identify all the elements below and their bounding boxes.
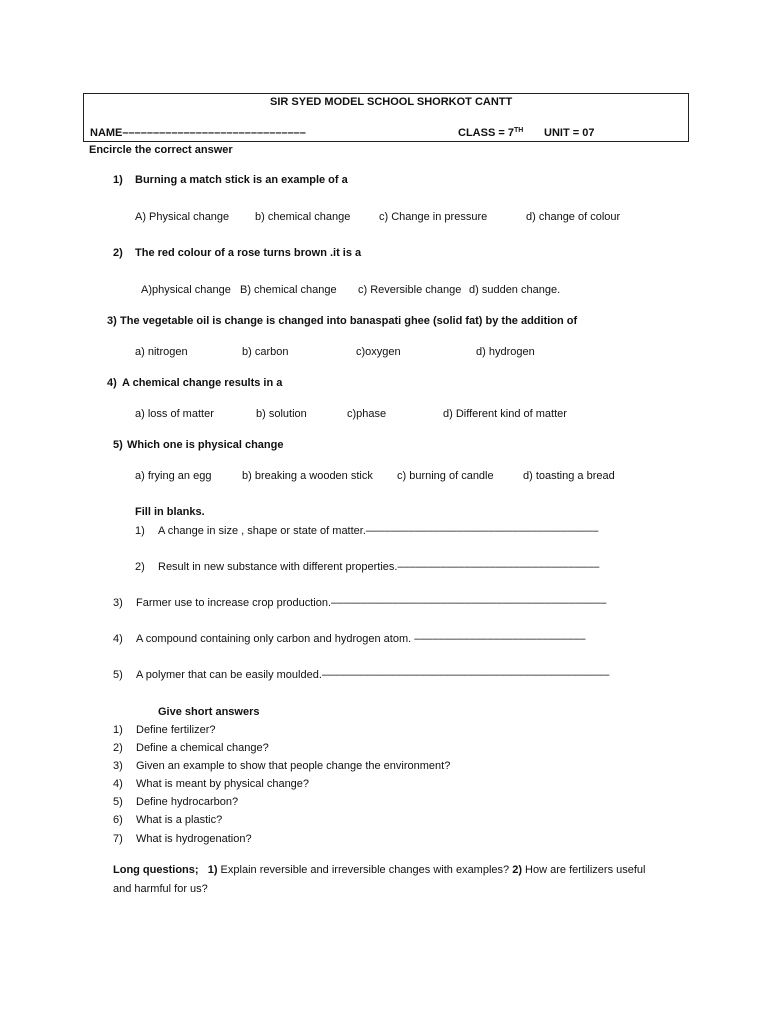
long-questions-label: Long questions; — [113, 864, 199, 876]
mcq-question-text: The red colour of a rose turns brown .it is a — [135, 247, 362, 259]
fill-blank-number: 2) — [135, 561, 145, 573]
mcq-option: c) Change in pressure — [379, 211, 488, 223]
name-field-label: NAME–––––––––––––––––––––––––––––– — [90, 127, 306, 139]
mcq-option: A) Physical change — [135, 211, 230, 223]
fill-blank-number: 5) — [113, 669, 123, 681]
mcq-question-text: The vegetable oil is change is changed into banaspati ghee (solid fat) by the addition of — [120, 315, 578, 327]
mcq-option: d) change of colour — [526, 211, 621, 223]
mcq-option: B) chemical change — [240, 284, 337, 296]
class-label: CLASS = 7TH — [458, 127, 524, 139]
mcq-option: c) burning of candle — [397, 470, 494, 482]
long-question-number: 2) — [512, 864, 522, 876]
mcq-option: d) sudden change. — [469, 284, 561, 296]
mcq-option: b) breaking a wooden stick — [242, 470, 373, 482]
unit-label: UNIT = 07 — [544, 127, 595, 139]
short-answer-text: Define hydrocarbon? — [136, 796, 239, 808]
short-answer-number: 5) — [113, 796, 123, 808]
mcq-question-text: A chemical change results in a — [122, 377, 283, 389]
mcq-option: b) chemical change — [255, 211, 351, 223]
short-answer-text: What is a plastic? — [136, 814, 223, 826]
fill-blank-number: 1) — [135, 525, 145, 537]
short-answer-number: 1) — [113, 724, 123, 736]
short-answer-text: Define a chemical change? — [136, 742, 269, 754]
mcq-option: c)oxygen — [356, 346, 401, 358]
mcq-question-text: Which one is physical change — [127, 439, 284, 451]
mcq-option: b) carbon — [242, 346, 289, 358]
mcq-instruction: Encircle the correct answer — [89, 144, 233, 156]
fill-blank-text: A change in size , shape or state of matter.–––––––––––––––––––––––––––––––––––––– — [158, 525, 599, 537]
mcq-option: a) frying an egg — [135, 470, 212, 482]
long-question-text: Explain reversible and irreversible changes with examples? — [217, 864, 510, 876]
mcq-option: a) loss of matter — [135, 408, 214, 420]
long-question-number: 1) — [207, 864, 218, 876]
mcq-option: d) toasting a bread — [523, 470, 615, 482]
mcq-option: c)phase — [347, 408, 387, 420]
mcq-question-number: 1) — [113, 174, 123, 186]
short-answer-text: What is meant by physical change? — [136, 778, 310, 790]
short-answer-number: 6) — [113, 814, 123, 826]
short-answer-number: 7) — [113, 833, 123, 845]
short-answer-number: 3) — [113, 760, 123, 772]
short-answer-number: 4) — [113, 778, 123, 790]
mcq-question-number: 5) — [113, 439, 123, 451]
mcq-question-text: Burning a match stick is an example of a — [135, 174, 348, 186]
mcq-question-number: 4) — [107, 377, 117, 389]
mcq-option: d) Different kind of matter — [443, 408, 567, 420]
fill-blank-text: A polymer that can be easily moulded.––––––––––––––––––––––––––––––––––––––––––––––– — [136, 669, 610, 681]
mcq-option: A)physical change — [141, 284, 231, 296]
mcq-question-number: 3) — [107, 315, 117, 327]
mcq-option: c) Reversible change — [358, 284, 462, 296]
fill-blank-number: 3) — [113, 597, 123, 609]
short-answer-text: What is hydrogenation? — [136, 833, 252, 845]
fill-blank-text: Result in new substance with different properties.––––––––––––––––––––––––––––––––– — [158, 561, 600, 573]
mcq-question-number: 2) — [113, 247, 123, 259]
mcq-option: d) hydrogen — [476, 346, 535, 358]
mcq-option: b) solution — [256, 408, 307, 420]
short-answer-number: 2) — [113, 742, 123, 754]
fill-blank-number: 4) — [113, 633, 123, 645]
long-questions-line — [113, 863, 646, 877]
short-answers-heading: Give short answers — [158, 706, 260, 718]
short-answer-text: Define fertilizer? — [136, 724, 216, 736]
long-question-continuation: and harmful for us? — [113, 883, 208, 895]
mcq-option: a) nitrogen — [135, 346, 188, 358]
fill-blank-text: Farmer use to increase crop production.––––––––––––––––––––––––––––––––––––––––––––– — [136, 597, 607, 609]
fill-blank-text: A compound containing only carbon and hydrogen atom. –––––––––––––––––––––––––––– — [136, 633, 586, 645]
fill-blanks-heading: Fill in blanks. — [135, 506, 205, 518]
short-answer-text: Given an example to show that people change the environment? — [136, 760, 451, 772]
school-title: SIR SYED MODEL SCHOOL SHORKOT CANTT — [270, 96, 513, 108]
long-question-text: How are fertilizers useful — [522, 864, 646, 876]
